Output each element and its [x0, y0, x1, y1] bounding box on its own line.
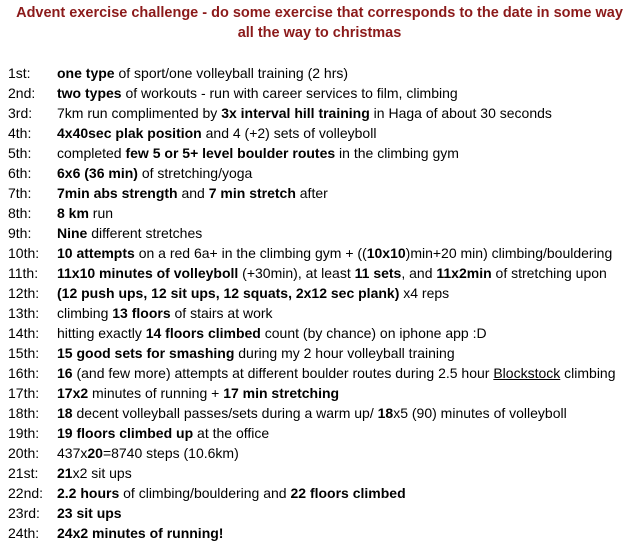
- entry-text: [57, 403, 567, 423]
- entry-text: [57, 163, 252, 183]
- bold-segment: 16: [57, 365, 73, 381]
- bold-segment: 6x6 (36 min): [57, 165, 138, 181]
- bold-segment: two types: [57, 85, 122, 101]
- text-segment: of stretching upon: [491, 265, 607, 281]
- text-segment: x5 (90) minutes of volleyboll: [393, 405, 567, 421]
- day-label: 11th:: [8, 265, 39, 281]
- entry-text: [57, 343, 455, 363]
- bold-segment: 15 good sets for smashing: [57, 345, 235, 361]
- list-item: [8, 163, 636, 183]
- text-segment: climbing: [560, 365, 616, 381]
- text-segment: on a red 6a+ in the climbing gym + ((: [134, 245, 367, 261]
- day-label: 21st:: [8, 465, 39, 481]
- day-label: 2nd:: [8, 85, 36, 101]
- day-label: 6th:: [8, 165, 32, 181]
- list-item: [8, 343, 636, 363]
- list-item: [8, 183, 636, 203]
- list-item: [8, 103, 636, 123]
- list-item: [8, 303, 636, 323]
- day-label: 5th:: [8, 145, 32, 161]
- list-item: [8, 523, 636, 543]
- text-segment: in the climbing gym: [335, 145, 459, 161]
- bold-segment: 20: [87, 445, 103, 461]
- text-segment: , and: [401, 265, 437, 281]
- entry-text: [57, 483, 406, 503]
- text-segment: x2 sit ups: [72, 465, 132, 481]
- day-label: 1st:: [8, 65, 31, 81]
- text-segment: decent volleyball passes/sets during a warm up/: [72, 405, 378, 421]
- list-item: [8, 243, 636, 263]
- bold-segment: few 5 or 5+ level boulder routes: [125, 145, 336, 161]
- bold-segment: 11 sets: [354, 265, 402, 281]
- bold-segment: Nine: [57, 225, 88, 241]
- list-item: [8, 203, 636, 223]
- text-segment: climbing: [57, 305, 113, 321]
- text-segment: of climbing/bouldering and: [119, 485, 291, 501]
- bold-segment: 14 floors climbed: [145, 325, 261, 341]
- entry-text: [57, 123, 376, 143]
- bold-segment: 8 km: [57, 205, 89, 221]
- text-segment: after: [295, 185, 328, 201]
- entry-text: [57, 323, 487, 343]
- blockstock-link[interactable]: Blockstock: [493, 365, 561, 381]
- day-label: 12th:: [8, 285, 40, 301]
- list-item: [8, 463, 636, 483]
- title-line-2: all the way to christmas: [237, 25, 402, 41]
- entry-text: [57, 143, 459, 163]
- bold-segment: 10x10: [366, 245, 406, 261]
- bold-segment: 23 sit ups: [57, 505, 122, 521]
- entry-text: [57, 523, 223, 543]
- entry-text: [57, 463, 132, 483]
- text-segment: 437x: [57, 445, 88, 461]
- list-item: [8, 483, 636, 503]
- page-title: [0, 3, 639, 43]
- list-item: [8, 403, 636, 423]
- entry-text: [57, 283, 449, 303]
- day-label: 20th:: [8, 445, 40, 461]
- bold-segment: one type: [57, 65, 115, 81]
- text-segment: 7km run complimented by: [57, 105, 222, 121]
- entry-text: [57, 83, 458, 103]
- list-item: [8, 263, 636, 283]
- bold-segment: 3x interval hill training: [221, 105, 370, 121]
- bold-segment: 17 min stretching: [223, 385, 340, 401]
- title-line-1: Advent exercise challenge - do some exercise that corresponds to the date in some way: [16, 5, 623, 21]
- text-segment: of workouts - run with career services to film, climbing: [121, 85, 458, 101]
- entry-text: [57, 263, 607, 283]
- text-segment: of stretching/yoga: [137, 165, 253, 181]
- entry-text: [57, 503, 122, 523]
- day-label: 7th:: [8, 185, 32, 201]
- text-segment: run: [88, 205, 114, 221]
- bold-segment: 4x40sec plak position: [57, 125, 202, 141]
- text-segment: in Haga of about 30 seconds: [369, 105, 552, 121]
- entry-text: [57, 383, 339, 403]
- text-segment: during my 2 hour volleyball training: [234, 345, 455, 361]
- challenge-list: [8, 63, 636, 543]
- bold-segment: 18: [377, 405, 394, 421]
- bold-segment: 7min abs strength: [57, 185, 178, 201]
- text-segment: (+30min), at least: [238, 265, 355, 281]
- list-item: [8, 363, 636, 383]
- entry-text: [57, 303, 273, 323]
- list-item: [8, 503, 636, 523]
- bold-segment: 19 floors climbed up: [57, 425, 194, 441]
- bold-segment: 2.2 hours: [57, 485, 120, 501]
- day-label: 8th:: [8, 205, 32, 221]
- entry-text: [57, 103, 552, 123]
- day-label: 16th:: [8, 365, 40, 381]
- day-label: 4th:: [8, 125, 32, 141]
- text-segment: of stairs at work: [170, 305, 273, 321]
- day-label: 3rd:: [8, 105, 33, 121]
- list-item: [8, 223, 636, 243]
- bold-segment: 18: [57, 405, 73, 421]
- text-segment: x4 reps: [399, 285, 450, 301]
- list-item: [8, 63, 636, 83]
- day-label: 13th:: [8, 305, 40, 321]
- day-label: 14th:: [8, 325, 40, 341]
- text-segment: completed: [57, 145, 126, 161]
- text-segment: at the office: [193, 425, 270, 441]
- text-segment: of sport/one volleyball training (2 hrs): [114, 65, 349, 81]
- text-segment: and: [177, 185, 209, 201]
- entry-text: [57, 363, 616, 383]
- bold-segment: 11x10 minutes of volleyboll: [57, 265, 239, 281]
- day-label: 9th:: [8, 225, 32, 241]
- text-segment: different stretches: [87, 225, 203, 241]
- text-segment: count (by chance) on iphone app :D: [260, 325, 487, 341]
- list-item: [8, 423, 636, 443]
- bold-segment: 17x2: [57, 385, 89, 401]
- day-label: 15th:: [8, 345, 40, 361]
- text-segment: minutes of running +: [88, 385, 224, 401]
- bold-segment: 21: [57, 465, 73, 481]
- day-label: 18th:: [8, 405, 40, 421]
- bold-segment: 24x2 minutes of running!: [57, 525, 224, 541]
- bold-segment: 10 attempts: [57, 245, 135, 261]
- day-label: 24th:: [8, 525, 40, 541]
- day-label: 19th:: [8, 425, 40, 441]
- bold-segment: 22 floors climbed: [290, 485, 406, 501]
- bold-segment: 11x2min: [436, 265, 492, 281]
- entry-text: [57, 203, 113, 223]
- text-segment: hitting exactly: [57, 325, 146, 341]
- list-item: [8, 443, 636, 463]
- list-item: [8, 383, 636, 403]
- entry-text: [57, 223, 202, 243]
- text-segment: (and few more) attempts at different boulder routes during 2.5 hour: [72, 365, 494, 381]
- day-label: 10th:: [8, 245, 40, 261]
- text-segment: )min+20 min) climbing/bouldering: [405, 245, 613, 261]
- bold-segment: 7 min stretch: [208, 185, 296, 201]
- entry-text: [57, 63, 348, 83]
- bold-segment: (12 push ups, 12 sit ups, 12 squats, 2x12 sec plank): [57, 285, 400, 301]
- day-label: 17th:: [8, 385, 40, 401]
- text-segment: and 4 (+2) sets of volleyboll: [201, 125, 377, 141]
- list-item: [8, 323, 636, 343]
- text-segment: =8740 steps (10.6km): [102, 445, 239, 461]
- day-label: 23rd:: [8, 505, 40, 521]
- list-item: [8, 123, 636, 143]
- entry-text: [57, 423, 269, 443]
- entry-text: [57, 443, 239, 463]
- entry-text: [57, 243, 612, 263]
- list-item: [8, 143, 636, 163]
- list-item: [8, 283, 636, 303]
- bold-segment: 13 floors: [112, 305, 171, 321]
- day-label: 22nd:: [8, 485, 44, 501]
- entry-text: [57, 183, 328, 203]
- list-item: [8, 83, 636, 103]
